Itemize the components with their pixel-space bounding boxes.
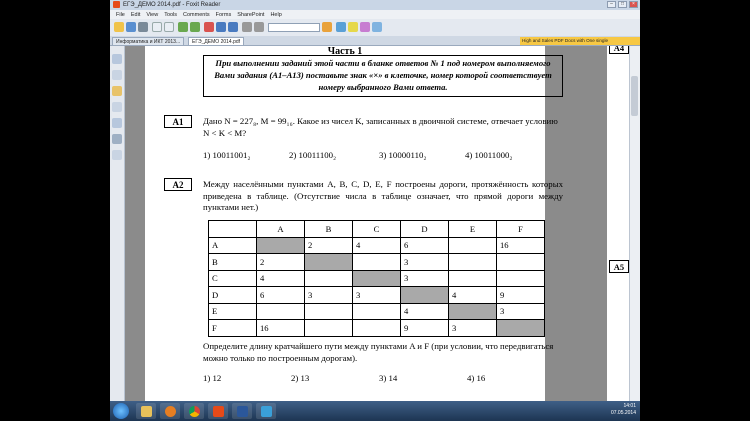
- menu-comments[interactable]: Comments: [183, 11, 210, 18]
- taskbar-explorer[interactable]: [136, 403, 156, 419]
- question-label-a2: А2: [164, 178, 192, 191]
- table-cell: 3: [401, 254, 449, 271]
- table-cell: 2: [305, 237, 353, 254]
- save-icon[interactable]: [126, 22, 136, 32]
- menu-help[interactable]: Help: [270, 11, 282, 18]
- answer-option: 3) 14: [379, 373, 398, 383]
- taskbar-media[interactable]: [160, 403, 180, 419]
- minimize-button[interactable]: –: [607, 1, 616, 8]
- table-cell: [449, 237, 497, 254]
- answer-option: 3) 10000110₂: [379, 150, 427, 160]
- table-cell: [305, 303, 353, 320]
- table-header-cell: C: [353, 221, 401, 238]
- table-cell: 6: [401, 237, 449, 254]
- zoom-out-icon[interactable]: [190, 22, 200, 32]
- table-cell: 3: [305, 287, 353, 304]
- taskbar-app[interactable]: [256, 403, 276, 419]
- table-cell: [305, 320, 353, 337]
- table-cell: 4: [257, 270, 305, 287]
- clock-date: 07.05.2014: [610, 410, 636, 416]
- question-text-a2: Между населёнными пунктами A, B, C, D, E, F построены дороги, протяжённость которых приведена в таблице. (Отсутствие числа в таблице означает, что прямой дороги между пунктами нет.): [203, 179, 563, 212]
- table-cell: [497, 320, 545, 337]
- tab-bar: [110, 36, 640, 46]
- table-cell: 3: [353, 287, 401, 304]
- scrollbar-thumb[interactable]: [631, 76, 638, 116]
- answer-option: 4) 10011000₂: [465, 150, 513, 160]
- foxit-reader-window: [110, 0, 640, 421]
- table-cell: [353, 254, 401, 271]
- system-tray-clock[interactable]: [611, 403, 636, 417]
- menu-tools[interactable]: Tools: [164, 11, 178, 18]
- question-label-a1: А1: [164, 115, 192, 128]
- taskbar-word[interactable]: [232, 403, 252, 419]
- security-icon[interactable]: [112, 134, 122, 144]
- table-cell: 4: [401, 303, 449, 320]
- question-a2-prompt: Определите длину кратчайшего пути между пунктами A и F (при условии, что передвигаться можно только по построенным дорогам).: [203, 341, 554, 363]
- bookmarks-icon[interactable]: [112, 54, 122, 64]
- close-button[interactable]: ×: [629, 1, 638, 8]
- table-cell: 3: [449, 320, 497, 337]
- menu-bar: [110, 10, 640, 19]
- table-cell: [257, 237, 305, 254]
- table-cell: [305, 270, 353, 287]
- table-cell: [497, 270, 545, 287]
- table-header-cell: [209, 221, 257, 238]
- comments-icon[interactable]: [112, 118, 122, 128]
- note-icon[interactable]: [348, 22, 358, 32]
- answer-option: 2) 10011100₂: [289, 150, 337, 160]
- menu-edit[interactable]: Edit: [130, 11, 141, 18]
- menu-sharepoint[interactable]: SharePoint: [237, 11, 265, 18]
- menu-view[interactable]: View: [146, 11, 159, 18]
- table-cell: 9: [401, 320, 449, 337]
- question-label-a4: А4: [609, 46, 629, 54]
- answer-option: 2) 13: [291, 373, 310, 383]
- table-cell: [497, 254, 545, 271]
- highlight-icon[interactable]: [360, 22, 370, 32]
- answer-option: 1) 12: [203, 373, 222, 383]
- table-cell: [353, 270, 401, 287]
- prev-page-icon[interactable]: [216, 22, 226, 32]
- table-row: [209, 237, 545, 254]
- table-cell: [449, 254, 497, 271]
- tab-informatika[interactable]: Информатика и ИКТ 2013...: [112, 37, 184, 45]
- table-cell: D: [209, 287, 257, 304]
- question-label-a5: А5: [609, 260, 629, 273]
- fit-page-icon[interactable]: [254, 22, 264, 32]
- pages-icon[interactable]: [112, 70, 122, 80]
- signatures-icon[interactable]: [112, 150, 122, 160]
- table-row: [209, 270, 545, 287]
- table-cell: 3: [497, 303, 545, 320]
- table-cell: A: [209, 237, 257, 254]
- distance-table: [208, 220, 545, 337]
- answers-a1: [203, 150, 512, 160]
- table-header-cell: B: [305, 221, 353, 238]
- taskbar-chrome[interactable]: [184, 403, 204, 419]
- tab-ege-demo[interactable]: ЕГЭ_ДЕМО 2014.pdf: [188, 37, 244, 45]
- vertical-scrollbar[interactable]: [629, 46, 640, 401]
- attachments-icon[interactable]: [112, 102, 122, 112]
- table-row: [209, 303, 545, 320]
- table-cell: [353, 303, 401, 320]
- navigation-sidebar: [110, 46, 125, 401]
- table-cell: [449, 270, 497, 287]
- table-cell: [257, 303, 305, 320]
- table-row: [209, 320, 545, 337]
- search-input[interactable]: [268, 23, 320, 32]
- ad-banner[interactable]: High and Sales PDF Docs with One single: [520, 37, 640, 45]
- window-title: ЕГЭ_ДЕМО 2014.pdf - Foxit Reader: [123, 2, 221, 8]
- table-header-cell: F: [497, 221, 545, 238]
- table-cell: 9: [497, 287, 545, 304]
- clock-time: 14:01: [623, 403, 636, 409]
- toolbar: [110, 19, 640, 37]
- table-cell: 4: [449, 287, 497, 304]
- rotate-icon[interactable]: [242, 22, 252, 32]
- table-cell: E: [209, 303, 257, 320]
- table-cell: 16: [257, 320, 305, 337]
- layers-icon[interactable]: [112, 86, 122, 96]
- table-cell: C: [209, 270, 257, 287]
- table-cell: 3: [401, 270, 449, 287]
- menu-file[interactable]: File: [116, 11, 125, 18]
- table-cell: F: [209, 320, 257, 337]
- menu-forms[interactable]: Forms: [215, 11, 232, 18]
- next-page-icon[interactable]: [228, 22, 238, 32]
- answer-option: 4) 16: [467, 373, 486, 383]
- document-area[interactable]: [125, 46, 630, 401]
- table-cell: B: [209, 254, 257, 271]
- table-cell: [305, 254, 353, 271]
- table-header-cell: D: [401, 221, 449, 238]
- instruction-box: При выполнении заданий этой части в бланке ответов № 1 под номером выполняемого Вами задания (А1–А13) поставьте знак «×» в клеточке, номер которой соответствует номеру выбранного Вами ответа.: [203, 55, 563, 97]
- table-cell: [449, 303, 497, 320]
- table-row: [209, 287, 545, 304]
- open-icon[interactable]: [114, 22, 124, 32]
- taskbar-foxit[interactable]: [208, 403, 228, 419]
- zoom-in-icon[interactable]: [178, 22, 188, 32]
- start-button[interactable]: [113, 403, 129, 419]
- hand-tool-icon[interactable]: [152, 22, 162, 32]
- table-cell: 6: [257, 287, 305, 304]
- foxit-app-icon: [113, 1, 120, 8]
- table-header-row: [209, 221, 545, 238]
- table-cell: [353, 320, 401, 337]
- table-cell: 4: [353, 237, 401, 254]
- pdf-page: [145, 46, 563, 401]
- table-cell: [401, 287, 449, 304]
- maximize-button[interactable]: □: [618, 1, 627, 8]
- print-icon[interactable]: [138, 22, 148, 32]
- select-text-icon[interactable]: [164, 22, 174, 32]
- table-cell: 16: [497, 237, 545, 254]
- table-header-cell: A: [257, 221, 305, 238]
- next-pdf-page: [607, 46, 630, 401]
- answer-option: 1) 10011001₂: [203, 150, 251, 160]
- part-title: Часть 1: [327, 46, 363, 57]
- snapshot-icon[interactable]: [372, 22, 382, 32]
- typewriter-icon[interactable]: [336, 22, 346, 32]
- first-page-icon[interactable]: [204, 22, 214, 32]
- table-cell: 2: [257, 254, 305, 271]
- table-header-cell: E: [449, 221, 497, 238]
- search-icon[interactable]: [322, 22, 332, 32]
- question-text-a1: Дано N = 227₈, M = 99₁₆. Какое из чисел K, записанных в двоичной системе, отвечает условию N < K < M?: [203, 116, 558, 138]
- table-row: [209, 254, 545, 271]
- windows-taskbar: [110, 401, 640, 421]
- answers-a2: [203, 373, 485, 383]
